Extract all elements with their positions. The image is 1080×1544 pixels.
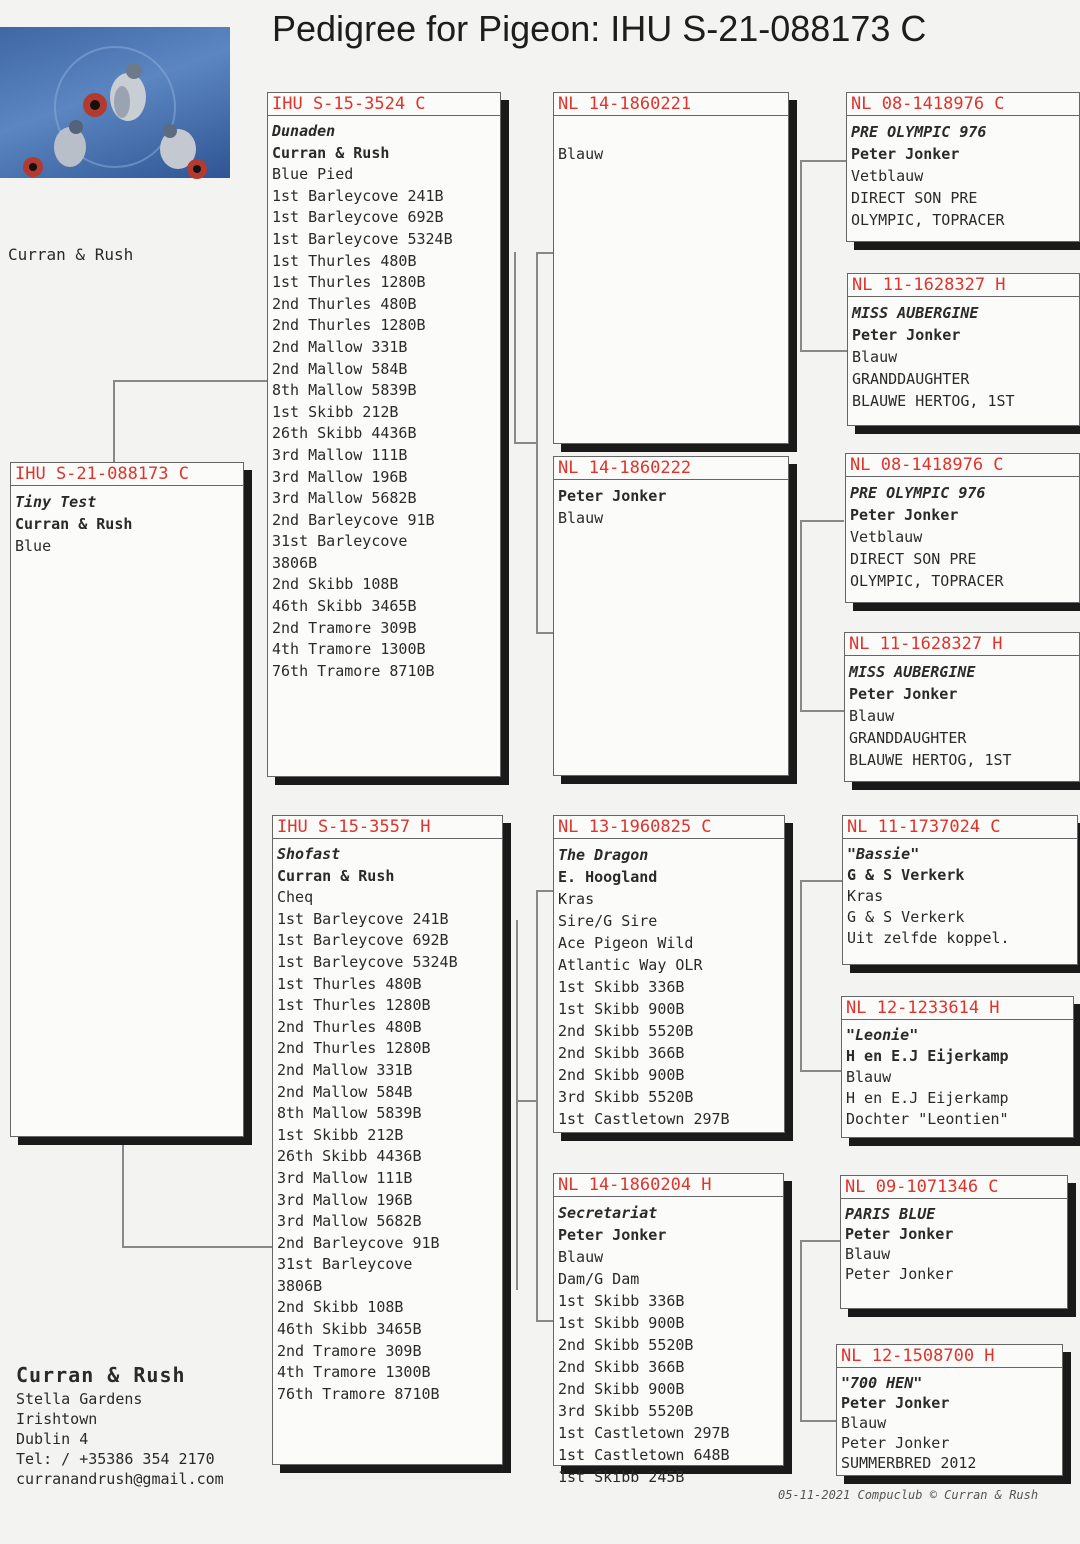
detail-line: 76th Tramore 8710B [277, 1384, 440, 1403]
detail-line: 2nd Skibb 366B [558, 1358, 685, 1376]
connector-line [536, 252, 538, 632]
breeder-name: Peter Jonker [558, 487, 667, 505]
detail-line: 2nd Barleycove 91B [272, 510, 435, 529]
card-content [554, 1197, 783, 1488]
card-content [843, 839, 1077, 949]
ring-number: NL 11-1628327 H [845, 633, 1079, 656]
connector-line [516, 920, 518, 1290]
pigeon-name: Tiny Test [15, 493, 97, 511]
breeder-name: Curran & Rush [15, 515, 133, 533]
connector-line [516, 1100, 536, 1102]
breeder-name: H en E.J Eijerkamp [846, 1047, 1009, 1065]
ring-number: NL 08-1418976 C [846, 454, 1079, 477]
connector-line [800, 710, 844, 712]
detail-line: Ace Pigeon Wild [558, 934, 694, 952]
detail-line: H en E.J Eijerkamp [846, 1089, 1009, 1107]
detail-line: 1st Castletown 648B [558, 1446, 730, 1464]
breeder-name: Peter Jonker [852, 326, 961, 344]
detail-line: 2nd Skibb 900B [558, 1066, 685, 1084]
detail-line: Blue [15, 537, 52, 555]
connector-line [514, 442, 536, 444]
detail-line: 1st Barleycove 5324B [277, 952, 458, 971]
ring-number: IHU S-15-3557 H [273, 816, 502, 839]
detail-line: 3rd Skibb 5520B [558, 1402, 694, 1420]
ring-number: NL 14-1860204 H [554, 1174, 783, 1197]
detail-line: 3rd Skibb 5520B [558, 1088, 694, 1106]
detail-line: 3rd Mallow 5682B [277, 1212, 422, 1231]
detail-line [558, 121, 788, 143]
pigeon-card-gen3-3 [553, 1173, 784, 1486]
pigeon-name: Dunaden [272, 122, 336, 140]
detail-line: Uit zelfde koppel. [847, 929, 1010, 947]
connector-line [800, 520, 802, 710]
detail-line: Blauw [849, 707, 895, 725]
detail-line: 26th Skibb 4436B [277, 1147, 422, 1166]
pigeon-name: "Bassie" [847, 845, 920, 863]
detail-line: 4th Tramore 1300B [277, 1363, 431, 1382]
owner-label: Curran & Rush [8, 245, 134, 264]
connector-line [536, 252, 553, 254]
detail-line: 26th Skibb 4436B [272, 424, 417, 443]
detail-line: Atlantic Way OLR [558, 956, 703, 974]
detail-line: 4th Tramore 1300B [272, 640, 426, 659]
card-content [268, 116, 500, 682]
detail-line: 2nd Skibb 108B [277, 1298, 404, 1317]
pigeon-card-dam [272, 815, 503, 1465]
detail-line: 8th Mallow 5839B [277, 1104, 422, 1123]
breeder-name: Peter Jonker [845, 1225, 954, 1243]
detail-line: 3rd Mallow 5682B [272, 489, 417, 508]
connector-line [800, 350, 848, 352]
detail-line: BLAUWE HERTOG, 1ST [849, 751, 1012, 769]
card-content [845, 656, 1079, 771]
connector-line [122, 1246, 272, 1248]
ring-number: NL 08-1418976 C [847, 93, 1079, 116]
pigeon-name: Shofast [277, 845, 341, 863]
detail-line: 2nd Skibb 900B [558, 1380, 685, 1398]
connector-line [800, 1420, 838, 1422]
pigeon-card-gen3-1 [553, 456, 789, 776]
connector-line [800, 520, 844, 522]
detail-line: 1st Skibb 900B [558, 1314, 685, 1332]
breeder-name: Curran & Rush [277, 866, 395, 885]
detail-line: Blauw [845, 1245, 891, 1263]
ring-number: IHU S-15-3524 C [268, 93, 500, 116]
connector-line [536, 632, 553, 634]
pigeon-card-gen4-1 [847, 273, 1080, 426]
pigeon-name: MISS AUBERGINE [849, 663, 976, 681]
detail-line: 3rd Mallow 196B [272, 467, 408, 486]
card-content [554, 480, 788, 529]
pigeon-name: "700 HEN" [841, 1374, 923, 1392]
card-content [841, 1199, 1067, 1284]
connector-line [800, 1240, 840, 1242]
detail-line: 1st Thurles 480B [277, 974, 422, 993]
detail-line: DIRECT SON PRE [851, 189, 978, 207]
detail-line: 2nd Mallow 584B [272, 359, 408, 378]
pigeon-card-gen4-3 [844, 632, 1080, 782]
detail-line: 2nd Mallow 331B [277, 1060, 413, 1079]
detail-line: 1st Skibb 900B [558, 1000, 685, 1018]
detail-line: 1st Thurles 480B [272, 251, 417, 270]
detail-line: Blauw [558, 509, 604, 527]
detail-line: Vetblauw [851, 167, 924, 185]
pigeon-name: PRE OLYMPIC 976 [850, 484, 986, 502]
pigeon-card-gen4-4 [842, 815, 1078, 965]
detail-line: 2nd Thurles 480B [277, 1017, 422, 1036]
breeder-name: Peter Jonker [558, 1226, 667, 1244]
detail-line: 76th Tramore 8710B [272, 661, 435, 680]
detail-line: BLAUWE HERTOG, 1ST [852, 392, 1015, 410]
detail-line: Vetblauw [850, 528, 923, 546]
pigeon-name: "Leonie" [846, 1026, 919, 1044]
detail-line: OLYMPIC, TOPRACER [851, 211, 1005, 229]
detail-line: GRANDDAUGHTER [849, 729, 967, 747]
detail-line: 46th Skibb 3465B [272, 597, 417, 616]
ring-number: NL 14-1860221 [554, 93, 788, 116]
detail-line: 1st Skibb 336B [558, 978, 685, 996]
detail-line: 1st Castletown 297B [558, 1110, 730, 1128]
detail-line: Blauw [852, 348, 898, 366]
detail-line: 2nd Skibb 108B [272, 575, 399, 594]
ring-number: NL 14-1860222 [554, 457, 788, 480]
pigeon-name: The Dragon [558, 846, 649, 864]
connector-line [800, 1070, 842, 1072]
contact-address-line: Stella Gardens [16, 1390, 143, 1408]
detail-line: Blauw [558, 1248, 604, 1266]
pigeon-card-sire [267, 92, 501, 777]
card-content [837, 1368, 1062, 1473]
ring-number: NL 12-1508700 H [837, 1345, 1062, 1368]
connector-line [800, 1240, 802, 1420]
breeder-name: Curran & Rush [272, 143, 390, 162]
contact-email: curranandrush@gmail.com [16, 1470, 224, 1488]
breeder-name: Peter Jonker [841, 1394, 950, 1412]
detail-line: 1st Castletown 297B [558, 1424, 730, 1442]
pigeon-name: Secretariat [558, 1204, 658, 1222]
breeder-name: E. Hoogland [558, 868, 658, 886]
contact-block [16, 1363, 224, 1489]
detail-line: 1st Skibb 212B [277, 1125, 404, 1144]
ring-number: NL 11-1737024 C [843, 816, 1077, 839]
detail-line: Dochter "Leontien" [846, 1110, 1009, 1128]
detail-line: 3rd Mallow 196B [277, 1190, 413, 1209]
connector-line [800, 160, 802, 350]
detail-line: 1st Barleycove 692B [272, 208, 444, 227]
breeder-name: Peter Jonker [849, 685, 958, 703]
pigeon-icon [110, 63, 146, 121]
breeder-name: G & S Verkerk [847, 866, 965, 884]
contact-phone: Tel: / +35386 354 2170 [16, 1450, 215, 1468]
card-content [842, 1020, 1073, 1130]
footer-text: 05-11-2021 Compuclub © Curran & Rush [778, 1488, 1039, 1502]
ring-number: NL 11-1628327 H [848, 274, 1079, 297]
card-content [273, 839, 502, 1405]
pigeon-card-subject [10, 462, 244, 1137]
pigeon-card-gen3-2 [553, 815, 785, 1133]
pigeon-name: MISS AUBERGINE [852, 304, 979, 322]
connector-line [514, 252, 516, 442]
detail-line: 1st Barleycove 692B [277, 931, 449, 950]
pigeon-card-gen4-6 [840, 1175, 1068, 1309]
detail-line: Kras [847, 887, 884, 905]
connector-line [800, 880, 842, 882]
contact-name: Curran & Rush [16, 1363, 186, 1387]
detail-line: 3rd Mallow 111B [272, 445, 408, 464]
detail-line: 1st Barleycove 241B [272, 186, 444, 205]
card-content [554, 116, 788, 165]
detail-line: 2nd Barleycove 91B [277, 1233, 440, 1252]
pigeon-name: PRE OLYMPIC 976 [851, 123, 987, 141]
connector-line [800, 160, 846, 162]
detail-line: Sire/G Sire [558, 912, 658, 930]
detail-line: Peter Jonker [845, 1265, 954, 1283]
detail-line: 3806B [277, 1276, 323, 1295]
breeder-name: Peter Jonker [850, 506, 959, 524]
detail-line: 8th Mallow 5839B [272, 381, 417, 400]
detail-line: 2nd Skibb 5520B [558, 1022, 694, 1040]
detail-line: 1st Thurles 1280B [272, 273, 426, 292]
detail-line: SUMMERBRED 2012 [841, 1454, 977, 1472]
detail-line: 1st Skibb 212B [272, 402, 399, 421]
detail-line: Dam/G Dam [558, 1270, 640, 1288]
detail-line: 2nd Tramore 309B [277, 1341, 422, 1360]
pigeon-card-gen3-0 [553, 92, 789, 444]
detail-line: 2nd Thurles 1280B [277, 1039, 431, 1058]
connector-line [800, 880, 802, 1070]
ring-number: IHU S-21-088173 C [11, 463, 243, 486]
pigeon-name: PARIS BLUE [845, 1205, 936, 1223]
detail-line: 1st Skibb 336B [558, 1292, 685, 1310]
detail-line: 1st Barleycove 5324B [272, 229, 453, 248]
card-content [846, 477, 1079, 592]
detail-line: 46th Skibb 3465B [277, 1320, 422, 1339]
contact-address-line: Dublin 4 [16, 1430, 89, 1448]
detail-line: 2nd Skibb 366B [558, 1044, 685, 1062]
connector-line [122, 1145, 124, 1247]
detail-line: DIRECT SON PRE [850, 550, 977, 568]
ring-number: NL 09-1071346 C [841, 1176, 1067, 1199]
detail-line: Blauw [841, 1414, 887, 1432]
detail-line: 1st Skibb 245B [558, 1468, 685, 1486]
detail-line: OLYMPIC, TOPRACER [850, 572, 1004, 590]
detail-line: 2nd Thurles 480B [272, 294, 417, 313]
breeder-name: Peter Jonker [851, 145, 960, 163]
detail-line: Cheq [277, 888, 314, 907]
connector-line [113, 380, 267, 382]
pigeon-card-gen4-7 [836, 1344, 1063, 1476]
detail-line: G & S Verkerk [847, 908, 965, 926]
detail-line: 2nd Tramore 309B [272, 618, 417, 637]
card-content [848, 297, 1079, 412]
detail-line: Blauw [558, 145, 604, 163]
detail-line: 2nd Mallow 331B [272, 337, 408, 356]
logo-image [0, 27, 230, 178]
detail-line: 1st Barleycove 241B [277, 909, 449, 928]
detail-line: 1st Thurles 1280B [277, 996, 431, 1015]
connector-line [536, 1320, 553, 1322]
connector-line [113, 380, 115, 462]
pigeon-card-gen4-5 [841, 996, 1074, 1138]
detail-line: 3806B [272, 553, 318, 572]
detail-line: 2nd Skibb 5520B [558, 1336, 694, 1354]
detail-line: 2nd Thurles 1280B [272, 316, 426, 335]
pigeon-card-gen4-0 [846, 92, 1080, 242]
pigeon-card-gen4-2 [845, 453, 1080, 603]
detail-line: 31st Barleycove [277, 1255, 413, 1274]
detail-line: Blauw [846, 1068, 892, 1086]
detail-line: 31st Barleycove [272, 532, 408, 551]
ring-number: NL 12-1233614 H [842, 997, 1073, 1020]
connector-line [536, 890, 538, 1320]
detail-line: Peter Jonker [841, 1434, 950, 1452]
contact-address-line: Irishtown [16, 1410, 98, 1428]
card-content [847, 116, 1079, 231]
detail-line: GRANDDAUGHTER [852, 370, 970, 388]
ring-number: NL 13-1960825 C [554, 816, 784, 839]
detail-line: Kras [558, 890, 595, 908]
detail-line: Blue Pied [272, 165, 354, 184]
connector-line [536, 890, 553, 892]
card-content [11, 486, 243, 557]
page-title: Pedigree for Pigeon: IHU S-21-088173 C [272, 8, 927, 49]
detail-line: 2nd Mallow 584B [277, 1082, 413, 1101]
detail-line: 3rd Mallow 111B [277, 1168, 413, 1187]
card-content [554, 839, 784, 1130]
